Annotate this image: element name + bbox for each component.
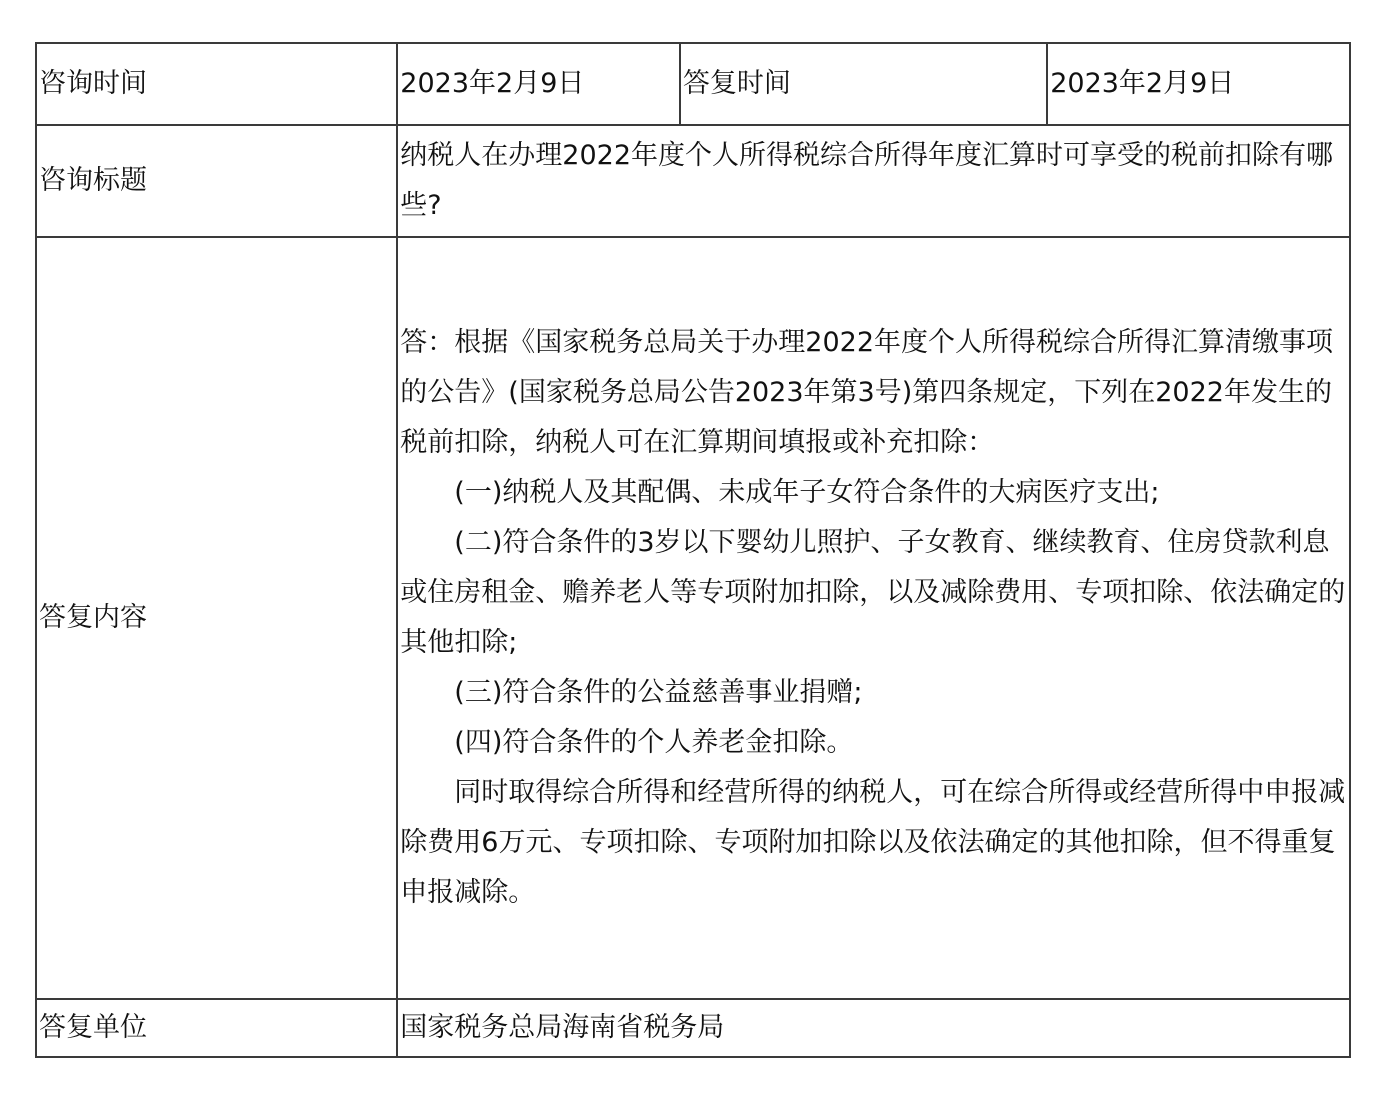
consult-time-value: 2023年2月9日 (397, 43, 680, 125)
consult-title-label: 咨询标题 (36, 125, 397, 237)
unit-row (36, 999, 1350, 1057)
time-row (36, 43, 1350, 125)
reply-time-value: 2023年2月9日 (1047, 43, 1350, 125)
content-row (36, 237, 1350, 999)
consult-title-value: 纳税人在办理2022年度个人所得税综合所得年度汇算时可享受的税前扣除有哪些? (397, 125, 1350, 237)
consultation-table (35, 42, 1351, 1058)
title-row (36, 125, 1350, 237)
reply-time-label: 答复时间 (680, 43, 1047, 125)
answer-paragraph-intro: 答：根据《国家税务总局关于办理2022年度个人所得税综合所得汇算清缴事项的公告》(国家税务总局公告2023年第3号)第四条规定，下列在2022年发生的税前扣除，纳税人可在汇算期间填报或补充扣除： (400, 327, 1334, 458)
answer-item-4: (四)符合条件的个人养老金扣除。 (454, 727, 854, 758)
answer-paragraph-closing: 同时取得综合所得和经营所得的纳税人，可在综合所得或经营所得中申报减除费用6万元、专项扣除、专项附加扣除以及依法确定的其他扣除，但不得重复申报减除。 (400, 777, 1346, 908)
reply-content-label: 答复内容 (36, 237, 397, 999)
reply-unit-label: 答复单位 (36, 999, 397, 1057)
reply-unit-value: 国家税务总局海南省税务局 (397, 999, 1350, 1057)
answer-item-3: (三)符合条件的公益慈善事业捐赠; (454, 677, 863, 708)
consult-time-label: 咨询时间 (36, 43, 397, 125)
answer-item-1: (一)纳税人及其配偶、未成年子女符合条件的大病医疗支出; (454, 477, 1160, 508)
answer-item-2: (二)符合条件的3岁以下婴幼儿照护、子女教育、继续教育、住房贷款利息或住房租金、赡养老人等专项附加扣除，以及减除费用、专项扣除、依法确定的其他扣除; (400, 527, 1346, 658)
reply-content-body (397, 237, 1350, 999)
